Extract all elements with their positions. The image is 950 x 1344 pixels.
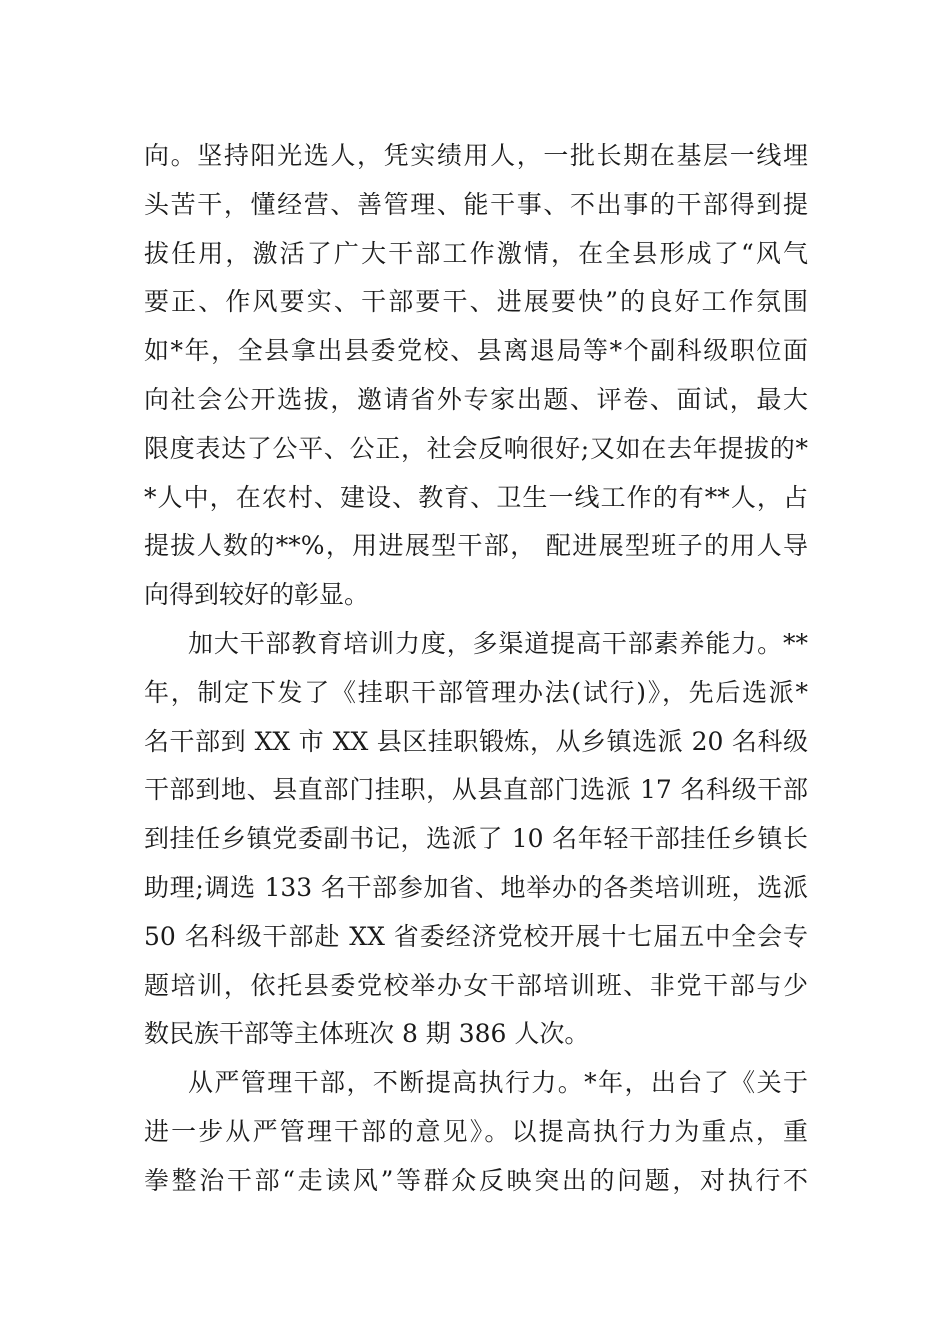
text-line: 从严管理干部，不断提高执行力。*年，出台了《关于 xyxy=(188,1068,808,1098)
text-line: 向社会公开选拔，邀请省外专家出题、评卷、面试，最大 xyxy=(144,384,808,414)
text-line: 向。坚持阳光选人，凭实绩用人，一批长期在基层一线埋 xyxy=(144,141,808,170)
text-line: 进一步从严管理干部的意见》。以提高执行力为重点，重 xyxy=(144,1116,808,1146)
text-line: 加大干部教育培训力度，多渠道提高干部素养能力。** xyxy=(188,628,808,658)
text-line: 名干部到 XX 市 XX 县区挂职锻炼，从乡镇选派 20 名科级 xyxy=(144,726,808,756)
text-line: 拔任用，激活了广大干部工作激情，在全县形成了“风气 xyxy=(144,238,808,268)
paragraph-1 xyxy=(144,132,808,620)
text-line: 题培训，依托县委党校举办女干部培训班、非党干部与少 xyxy=(144,970,808,1000)
paragraph-2 xyxy=(144,620,808,1059)
text-line: 限度表达了公平、公正，社会反响很好;又如在去年提拔的* xyxy=(144,433,808,463)
document-body xyxy=(144,132,808,1206)
text-line: 数民族干部等主体班次 8 期 386 人次。 xyxy=(144,1019,590,1049)
text-line: 年，制定下发了《挂职干部管理办法(试行)》，先后选派* xyxy=(144,677,808,707)
text-line: 50 名科级干部赴 XX 省委经济党校开展十七届五中全会专 xyxy=(144,921,808,951)
text-line: 要正、作风要实、干部要干、进展要快”的良好工作氛围 xyxy=(144,287,808,317)
text-line: 干部到地、县直部门挂职，从县直部门选派 17 名科级干部 xyxy=(144,775,808,805)
text-line: 提拔人数的**%，用进展型干部， 配进展型班子的用人导 xyxy=(144,531,808,561)
text-line: 拳整治干部“走读风”等群众反映突出的问题，对执行不 xyxy=(144,1165,808,1195)
text-line: 向得到较好的彰显。 xyxy=(144,580,370,610)
paragraph-3 xyxy=(144,1059,808,1205)
text-line: *人中，在农村、建设、教育、卫生一线工作的有**人，占 xyxy=(144,482,808,512)
text-line: 到挂任乡镇党委副书记，选派了 10 名年轻干部挂任乡镇长 xyxy=(144,824,808,854)
text-line: 助理;调选 133 名干部参加省、地举办的各类培训班，选派 xyxy=(144,872,808,902)
text-line: 如*年，全县拿出县委党校、县离退局等*个副科级职位面 xyxy=(144,336,808,366)
text-line: 头苦干，懂经营、善管理、能干事、不出事的干部得到提 xyxy=(144,189,808,219)
